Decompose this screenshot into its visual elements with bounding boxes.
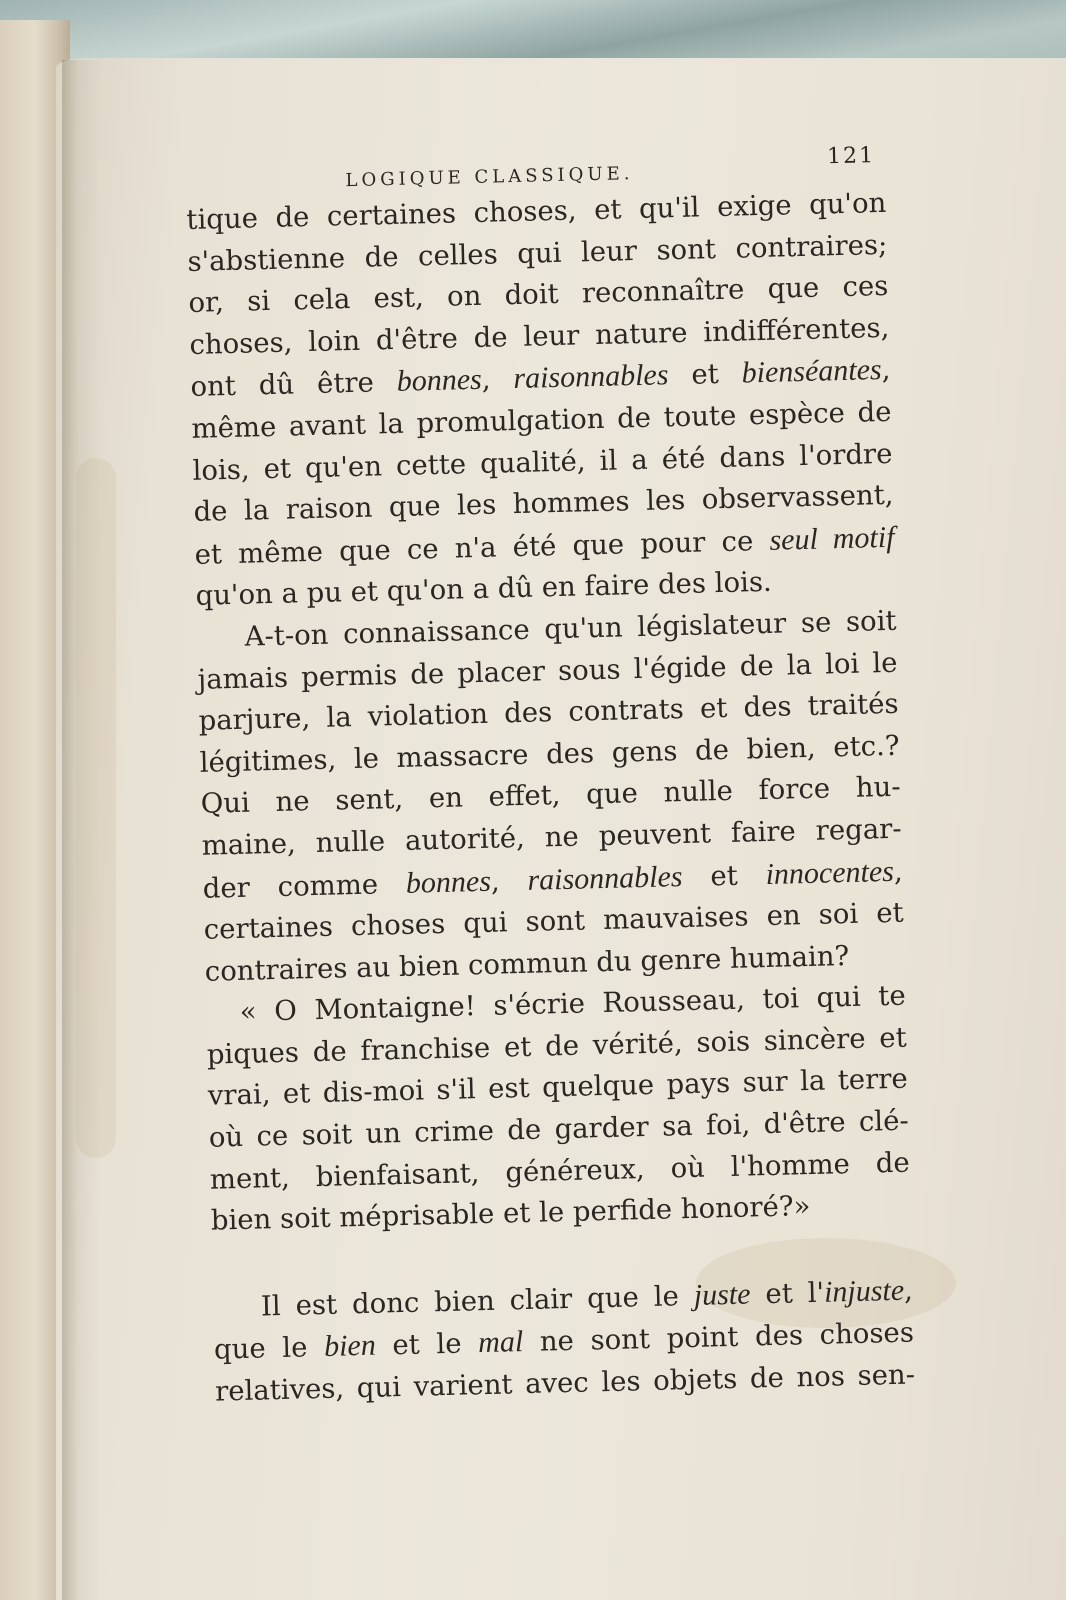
text-run: et le [375,1327,479,1363]
text-line: choses, loin d'être de leur nature indifférentes, [189,311,890,361]
text-line: tique de certaines choses, et qu'il exige qu'on [186,186,887,236]
italic-word: seul motif [769,520,895,557]
text-line: piques de franchise et de vérité, sois sincère et [206,1021,908,1071]
text-line: légitimes, le massacre des gens de bien, etc.? [199,729,900,779]
text-line: or, si cela est, on doit reconnaître que ces [188,270,889,320]
text-run: et même que ce n'a été que pour ce [194,524,770,571]
italic-word: juste [693,1277,751,1312]
text-line: jamais permis de placer sous l'égide de la loi le [197,646,898,696]
text-line: contraires au bien commun du genre humain? [204,939,850,988]
paragraph-1 [186,183,896,618]
text-line: A-t-on connaissance qu'un législateur se soit [244,604,897,653]
text-run: , [481,363,514,397]
text-line: vrai, et dis-moi s'il est quelque pays sur la terre [207,1063,909,1113]
text-line: Qui ne sent, en effet, que nulle force hu- [200,771,901,821]
text-line: même avant la promulgation de toute espèce de [191,395,892,445]
text-run: , [893,855,903,888]
body-text [186,183,915,1413]
text-line: de la raison que les hommes les observassent, [193,478,894,529]
text-run: , [490,864,528,898]
text-run: ne sont point des choses [522,1316,915,1359]
book-gutter-shadow [62,60,102,1600]
text-run: et [668,357,743,392]
page-number: 121 [826,143,876,170]
paragraph-2 [196,601,905,993]
italic-word: bonnes [396,363,483,399]
text-run: , [903,1274,914,1307]
text-line: relatives, qui varient avec les objets de nos sen- [214,1358,916,1408]
text-run: ont dû être [190,366,398,404]
text-run: et [682,858,766,893]
italic-word: injuste [823,1273,905,1309]
italic-word: raisonnables [513,358,669,396]
text-line: ment, bienfaisant, généreux, où l'homme de [209,1146,911,1196]
italic-word: bonnes [405,864,492,900]
text-line: « O Montaigne! s'écrie Rousseau, toi qui te [239,979,907,1029]
italic-word: mal [477,1325,524,1360]
paragraph-4 [213,1269,916,1413]
italic-word: bienséantes [741,353,883,390]
paragraph-3-quote [205,976,911,1243]
text-line: maine, nulle autorité, ne peuvent faire regar- [201,812,902,862]
text-line: où ce soit un crime de garder sa foi, d'être clé- [208,1104,910,1154]
page-text [185,143,915,1413]
text-run: der comme [202,867,407,905]
text-line: qu'on a pu et qu'on a dû en faire des lois. [195,566,773,613]
text-run: que le [213,1331,325,1367]
italic-word: bien [323,1329,377,1364]
running-head-title: LOGIQUE CLASSIQUE. [345,163,634,192]
text-line: bien soit méprisable et le perfide honoré?» [210,1190,811,1237]
text-line: certaines choses qui sont mauvaises en soi et [203,896,904,946]
text-line: s'abstienne de celles qui leur sont contraires; [187,228,888,278]
text-line: parjure, la violation des contrats et des traités [198,687,899,737]
text-line: lois, et qu'en cette qualité, il a été dans l'ordre [192,437,893,487]
text-run: , [881,354,891,387]
text-run: Il est donc bien clair que le [260,1279,695,1323]
italic-word: innocentes [765,854,895,891]
text-run: et l' [750,1276,825,1311]
italic-word: raisonnables [527,859,683,897]
